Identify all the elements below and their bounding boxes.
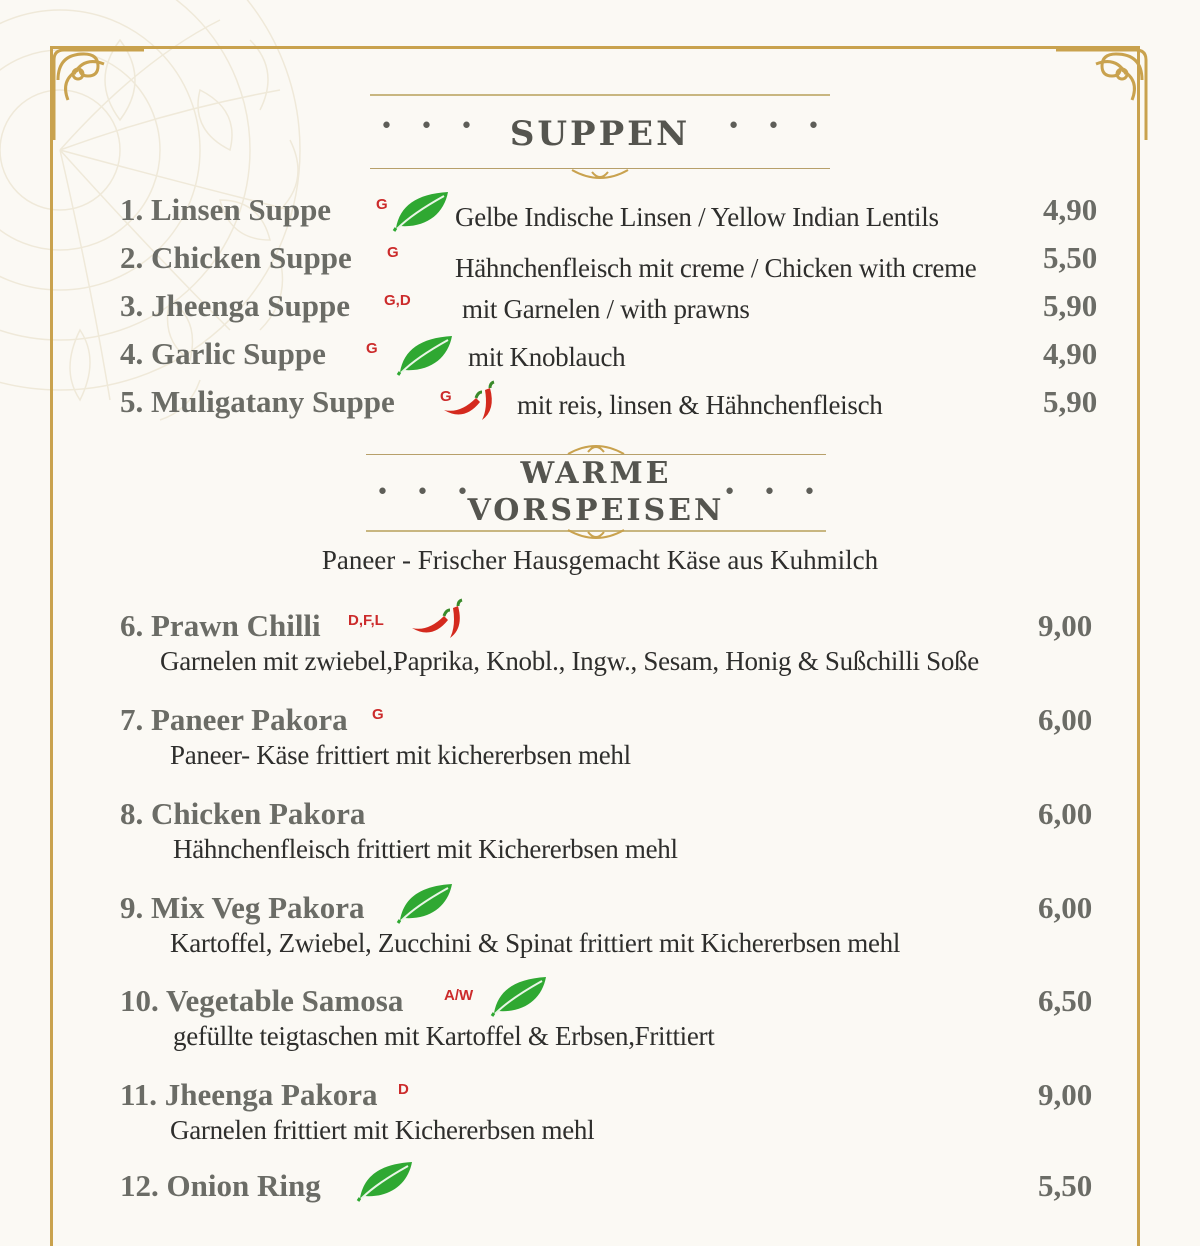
dish-name: 3. Jheenga Suppe [120, 288, 350, 323]
dish-name: 10. Vegetable Samosa [120, 983, 404, 1018]
dish-price: 6,00 [1038, 890, 1093, 925]
dish-description: Hähnchenfleisch frittiert mit Kichererbsen mehl [173, 834, 678, 864]
header-ornament [570, 166, 630, 184]
dish-name: 5. Muligatany Suppe [120, 384, 395, 419]
section-title-soups: SUPPEN [509, 114, 691, 154]
dish-price: 6,00 [1038, 702, 1093, 737]
dish-description: mit Garnelen / with prawns [462, 294, 750, 324]
dish-description: Gelbe Indische Linsen / Yellow Indian Lentils [455, 202, 939, 232]
dish-description: mit Knoblauch [468, 342, 626, 372]
dish-description: gefüllte teigtaschen mit Kartoffel & Erbsen,Frittiert [173, 1021, 715, 1051]
dish-price: 5,50 [1043, 240, 1098, 275]
paneer-note: Paneer - Frischer Hausgemacht Käse aus Kuhmilch [321, 545, 879, 575]
dish-price: 9,00 [1038, 1077, 1093, 1112]
allergen-codes: G [440, 388, 452, 405]
dish-price: 5,90 [1043, 288, 1098, 323]
dish-description: Garnelen mit zwiebel,Paprika, Knobl., Ingw., Sesam, Honig & Sußchilli Soße [160, 646, 979, 676]
dish-name: 8. Chicken Pakora [120, 796, 366, 831]
dish-description: Hähnchenfleisch mit creme / Chicken with creme [455, 253, 977, 283]
dish-price: 6,50 [1038, 983, 1093, 1018]
dish-name: 1. Linsen Suppe [120, 192, 332, 227]
allergen-codes: A/W [444, 987, 474, 1004]
dish-description: Paneer- Käse frittiert mit kichererbsen mehl [170, 740, 631, 770]
dish-name: 4. Garlic Suppe [120, 336, 326, 371]
dish-description: Kartoffel, Zwiebel, Zucchini & Spinat frittiert mit Kichererbsen mehl [170, 928, 901, 958]
allergen-codes: G [387, 244, 399, 261]
allergen-codes: G [372, 706, 384, 723]
dish-name: 9. Mix Veg Pakora [120, 890, 365, 925]
chili-icon [408, 598, 468, 651]
allergen-codes: D,F,L [348, 612, 384, 629]
dish-description: Garnelen frittiert mit Kichererbsen mehl [170, 1115, 595, 1145]
allergen-codes: G [376, 196, 388, 213]
section-title-starters-1: WARME [520, 456, 672, 491]
dish-price: 4,90 [1043, 336, 1098, 371]
leaf-icon [392, 188, 450, 237]
allergen-codes: G,D [384, 292, 411, 309]
dish-price: 9,00 [1038, 608, 1093, 643]
dish-price: 5,90 [1043, 384, 1098, 419]
header-ornament [566, 528, 626, 544]
corner-ornament-left [44, 40, 154, 150]
section-header-starters: • • • WARME VORSPEISEN • • • [366, 440, 826, 545]
leaf-icon [396, 880, 454, 929]
chili-icon [440, 380, 500, 433]
dish-price: 5,50 [1038, 1168, 1093, 1203]
dish-name: 11. Jheenga Pakora [120, 1077, 378, 1112]
dish-name: 2. Chicken Suppe [120, 240, 352, 275]
dish-name: 12. Onion Ring [120, 1168, 321, 1203]
leaf-icon [396, 332, 454, 381]
dish-price: 6,00 [1038, 796, 1093, 831]
corner-ornament-right [1046, 40, 1156, 150]
dish-description: mit reis, linsen & Hähnchenfleisch [517, 390, 883, 420]
dish-name: 6. Prawn Chilli [120, 608, 321, 643]
leaf-icon [490, 973, 548, 1022]
allergen-codes: D [398, 1081, 409, 1098]
dish-price: 4,90 [1043, 192, 1098, 227]
section-header-soups: • • • SUPPEN • • • [370, 92, 830, 187]
section-title-starters-2: VORSPEISEN [467, 493, 725, 528]
allergen-codes: G [366, 340, 378, 357]
dish-name: 7. Paneer Pakora [120, 702, 348, 737]
